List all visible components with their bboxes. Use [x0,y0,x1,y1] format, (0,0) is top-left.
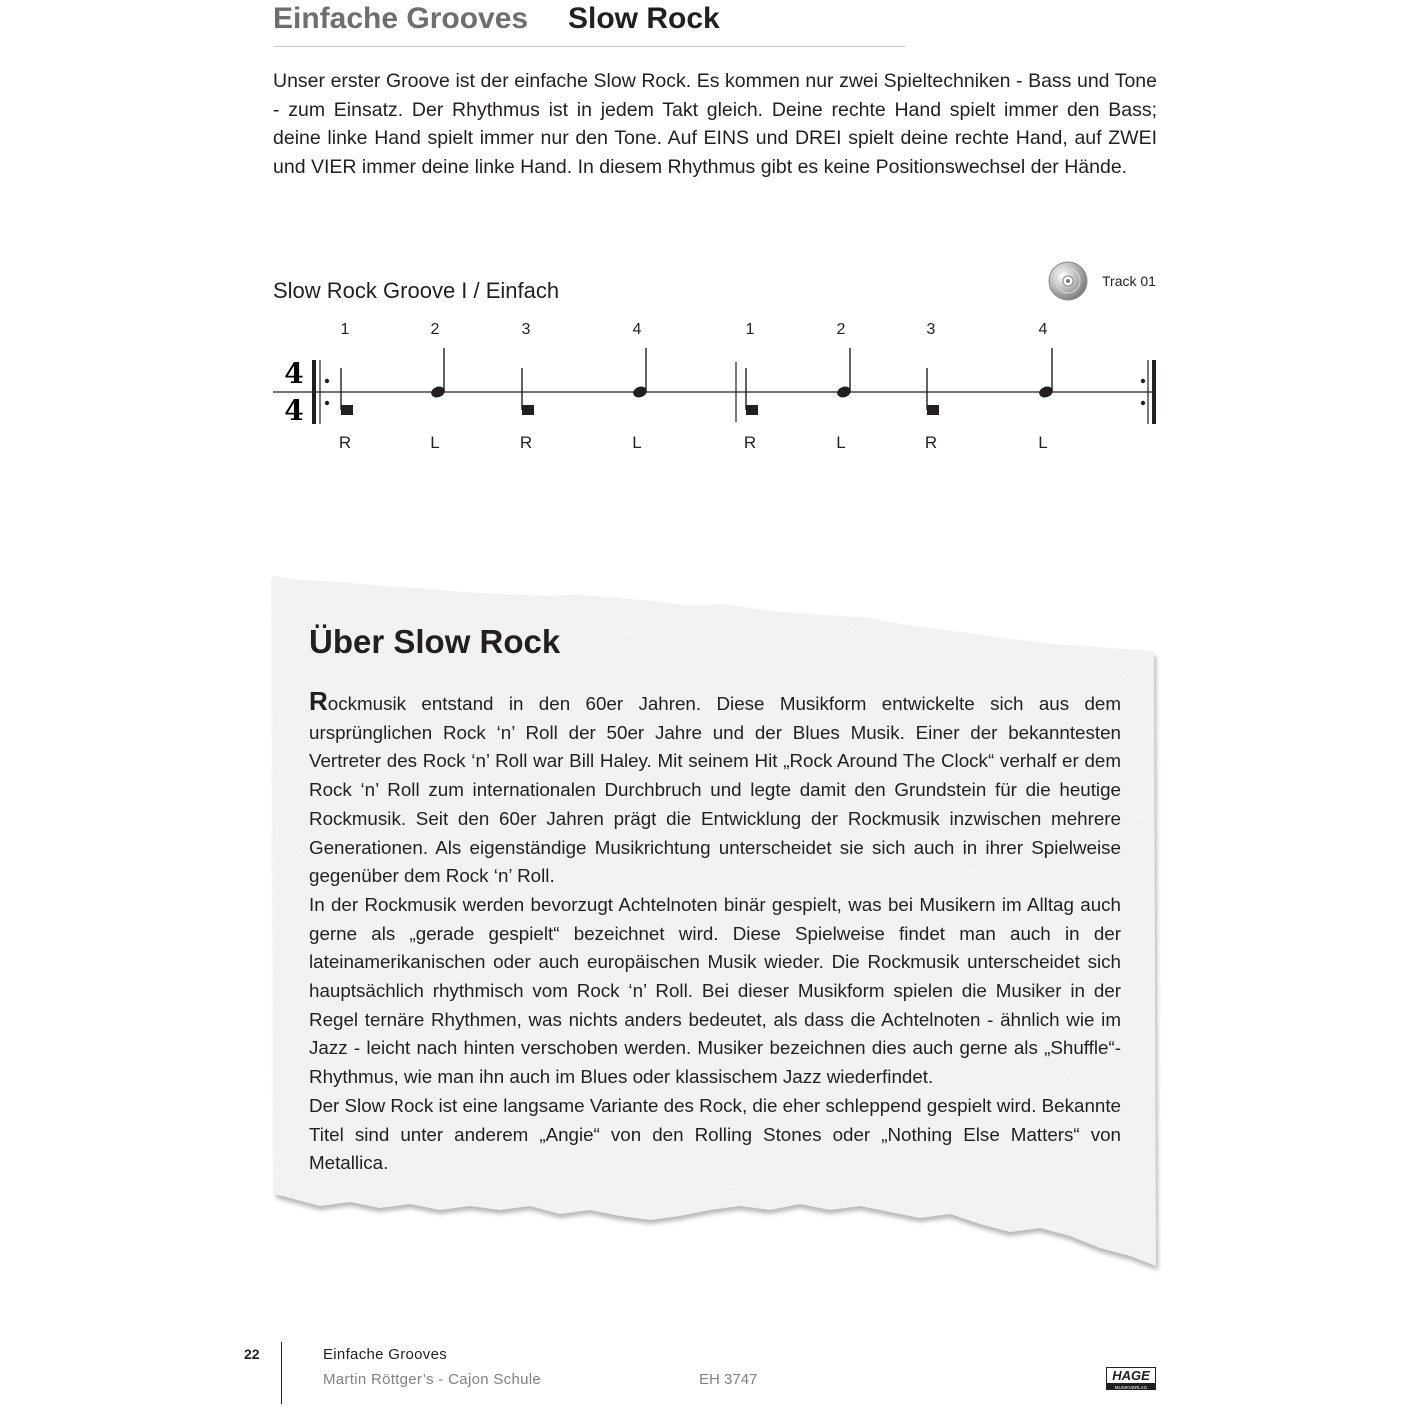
beat-count: 2 [430,321,440,338]
hand-label: R [338,433,352,452]
repeat-dot [325,379,329,383]
page-header [273,0,905,47]
track-label: Track 01 [1102,273,1156,289]
intro-text: Unser erster Groove ist der einfache Slow Rock. Es kommen nur zwei Spieltechniken - Bass und Tone - zum Einsatz. Der Rhythmus ist in jedem Takt gleich. Deine rechte Hand spielt immer den Bass; deine linke Hand spielt immer nur den Tone. Auf EINS und DREI spielt deine rechte Hand, auf ZWEI und VIER immer deine linke Hand. In diesem Rhythmus gibt es keine Positionswechsel der Hände. [273,70,1157,179]
beat-count: 3 [521,321,531,338]
bass-note-head [341,405,353,415]
beat-count: 4 [632,321,642,338]
repeat-dot [1141,401,1145,405]
beat-count: 1 [745,321,755,338]
bass-note-head [746,405,758,415]
drop-cap: R [309,686,328,716]
about-title: Über Slow Rock [309,623,561,660]
about-paragraph-2: In der Rockmusik werden bevorzugt Achtelnoten binär gespielt, was bei Musikern im Alltag auch gerne als „gerade gespielt“ bezeichnet wird. Diese Spielweise findet man auch in der lateinamerikanischen oder auch europäischen Musik wieder. Die Rockmusik unterscheidet sich hauptsächlich rhythmisch vom Rock ‘n’ Roll. Bei dieser Musikform spielen die Musiker in der Regel ternäre Rhythmen, was nichts anders bedeutet, als dass die Achtelnoten - ähnlich wie im Jazz - leicht nach hinten verschoben werden. Musiker bezeichnen dies auch gerne als „Shuffle“-Rhythmus, wie man ihn auch im Blues oder klassischem Jazz wiederfindet. [309,893,1121,1088]
about-body [309,686,1121,1178]
time-signature-bottom: 4 [284,394,304,427]
footer-book-title: Martin Röttger’s - Cajon Schule [323,1371,542,1388]
beat-count: 2 [836,321,846,338]
hand-label: R [924,433,938,452]
beat-count: 4 [1038,321,1048,338]
hand-label: R [743,433,757,452]
start-repeat-thick-bar [312,360,316,424]
footer-section: Einfache Grooves [323,1346,448,1363]
hand-label: R [519,433,533,452]
beat-count: 1 [340,321,350,338]
hand-label: L [1038,433,1048,452]
time-signature-top: 4 [284,357,304,390]
hand-label: L [632,433,642,452]
notation-staff [270,312,1160,462]
bass-note-head [522,405,534,415]
about-paragraph-1-text: ockmusik entstand in den 60er Jahren. Diese Musikform entwickelte sich aus dem ursprünglichen Rock ‘n’ Roll der 50er Jahre und der Blues Musik. Einer der bekanntesten Vertreter des Rock ‘n’ Roll war Bill Haley. Mit seinem Hit „Rock Around The Clock“ verhalf er dem Rock ‘n’ Roll zum internationalen Durchbruch und legte damit den Grundstein für die heutige Rockmusik. Seit den 60er Jahren prägt die Entwicklung der Rockmusik inzwischen mehrere Generationen. Als eigenständige Musikrichtung unterscheidet sie sich auch in ihrer Spielweise gegenüber dem Rock ‘n’ Roll. [309,693,1121,887]
hand-label: L [836,433,846,452]
footer-catalog-code: EH 3747 [699,1371,758,1388]
beat-count: 3 [926,321,936,338]
page-title: Slow Rock [568,2,720,35]
about-paragraph-3: Der Slow Rock ist eine langsame Variante des Rock, die eher schleppend gespielt wird. Bekannte Titel sind unter anderem „Angie“ von den Rolling Stones oder „Nothing Else Matters“ von Metallica. [309,1094,1121,1174]
publisher-logo [1106,1367,1156,1391]
logo-text: HAGE [1112,1368,1150,1383]
bass-note-head [927,405,939,415]
page-number: 22 [244,1346,260,1362]
cd-icon [1048,261,1088,301]
logo-subtext: MUSIKVERLAG [1114,1385,1148,1390]
repeat-dot [1141,379,1145,383]
footer-divider [281,1342,282,1404]
groove-title: Slow Rock Groove I / Einfach [273,278,560,303]
repeat-dot [325,401,329,405]
hand-label: L [430,433,440,452]
header-section: Einfache Grooves [273,2,529,35]
end-repeat-thick-bar [1152,360,1156,424]
about-paragraph-1 [309,686,1121,891]
